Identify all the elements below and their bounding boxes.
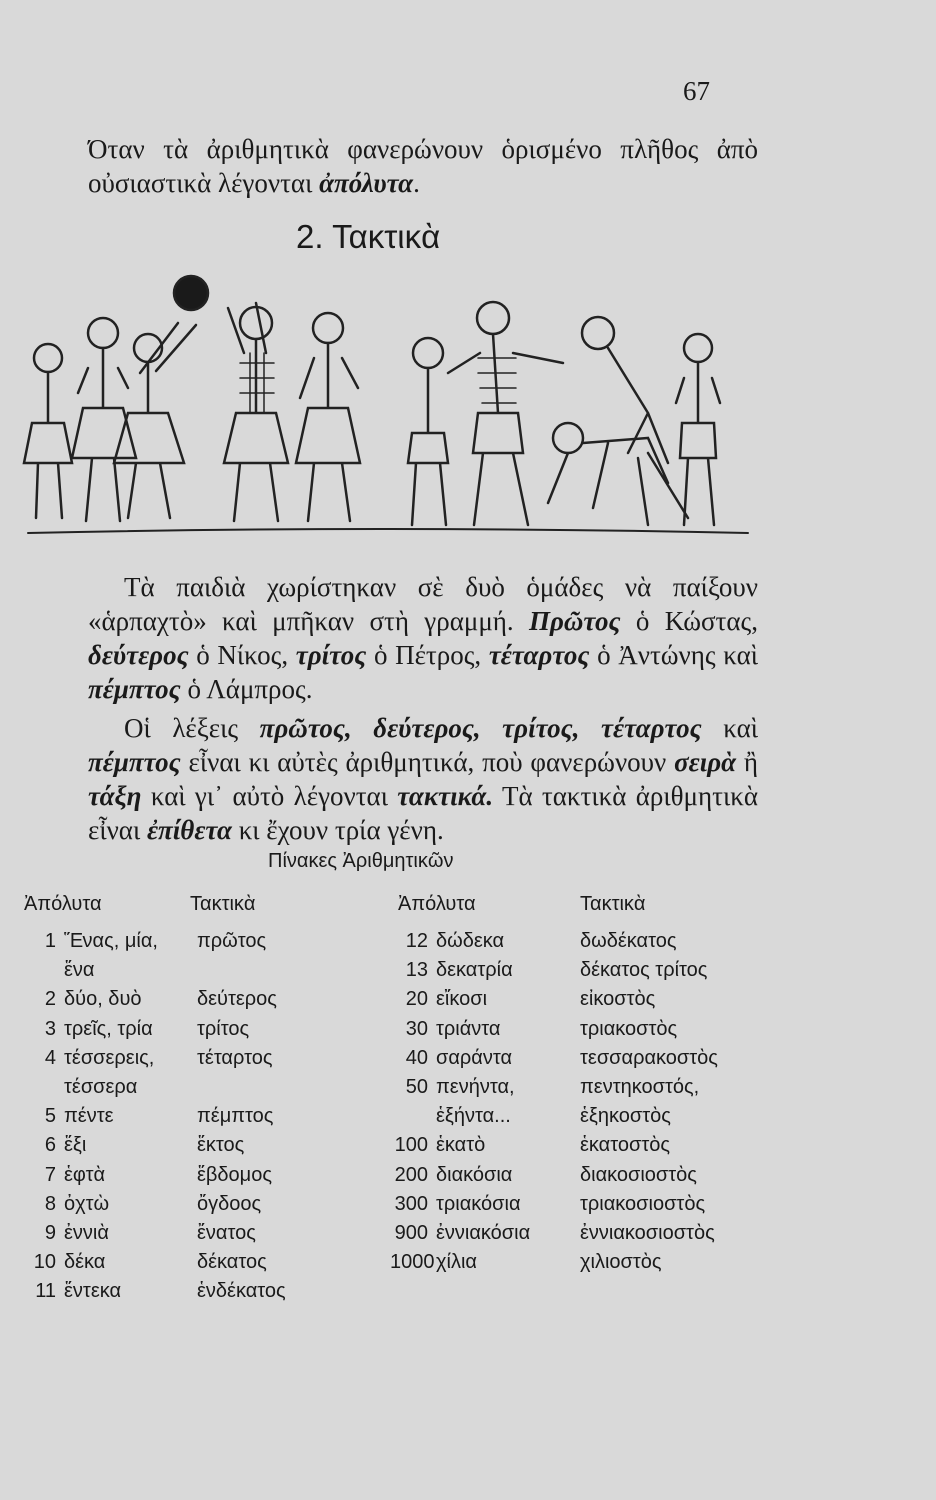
absolute-word: ἑξήντα... <box>436 1105 511 1128</box>
p2-seg: ὁ Ἀντώνης καὶ <box>589 640 758 670</box>
p2-seg: ὁ Πέτρος, <box>366 640 489 670</box>
ordinal-word: πεντηκοστός, <box>580 1075 700 1098</box>
intro-emphasis: ἀπόλυτα <box>319 168 414 198</box>
absolute-word: πέντε <box>64 1105 114 1128</box>
p2-seg: τρίτος <box>295 640 367 670</box>
absolute-word: Ἕνας, μία, <box>64 930 158 952</box>
ordinal-word: ἕκτος <box>197 1134 245 1157</box>
p3-seg: τάξη <box>88 781 142 811</box>
paragraph-ordinals <box>88 711 758 847</box>
numeral-digit: 100 <box>394 1134 428 1157</box>
intro-end: . <box>413 168 420 198</box>
numeral-digit: 8 <box>44 1192 56 1215</box>
p2-seg: πέμπτος <box>88 674 181 704</box>
ordinal-word: ἐννιακοσιοστὸς <box>580 1221 715 1244</box>
absolute-word: τρεῖς, τρία <box>64 1017 153 1040</box>
absolute-word: εἴκοσι <box>436 988 488 1011</box>
p2-seg: Πρῶτος <box>529 606 621 636</box>
absolute-word: δύο, δυὸ <box>64 988 142 1011</box>
numeral-digit: 9 <box>44 1221 56 1244</box>
numeral-digit: 4 <box>44 1046 56 1069</box>
absolute-word: ἐννιακόσια <box>436 1221 531 1244</box>
p3-seg: Τὰ τακτικὰ ἀριθμητικὰ εἶναι <box>88 781 758 845</box>
p2-seg: δεύτερος <box>88 640 189 670</box>
intro-paragraph <box>88 132 758 200</box>
absolute-word: σαράντα <box>436 1046 513 1069</box>
ordinal-word: ἑξηκοστὸς <box>580 1105 671 1128</box>
absolute-word: δέκα <box>64 1251 106 1274</box>
numeral-digit: 2 <box>44 988 56 1011</box>
p2-seg: τέταρτος <box>488 640 590 670</box>
numeral-digit: 1000 <box>390 1251 435 1274</box>
p2-seg: Τὰ παιδιὰ χωρίστηκαν σὲ δυὸ ὁμάδες νὰ παίξουν «ἁρπαχτὸ» καὶ μπῆκαν στὴ γραμμή. <box>88 572 758 636</box>
absolute-word: ἕξι <box>64 1134 87 1157</box>
ordinal-word: διακοσιοστὸς <box>580 1163 697 1186</box>
absolute-word: διακόσια <box>436 1163 513 1186</box>
ordinal-word: τριακοστὸς <box>580 1017 678 1040</box>
p3-seg: καὶ γι᾿ αὐτὸ λέγονται <box>141 781 398 811</box>
header-ordinal-left: Τακτικὰ <box>190 893 256 915</box>
ordinal-word: πρῶτος <box>197 930 267 952</box>
ordinal-word: ἑκατοστὸς <box>580 1134 670 1157</box>
absolute-word: ἑφτὰ <box>64 1163 106 1186</box>
ordinal-word: τέταρτος <box>197 1046 273 1069</box>
ordinal-word: τριακοσιοστὸς <box>580 1192 706 1215</box>
numeral-digit: 3 <box>44 1017 56 1040</box>
numeral-digit: 300 <box>394 1192 428 1215</box>
section-heading: 2. Τακτικὰ <box>296 218 441 255</box>
header-ordinal-right: Τακτικὰ <box>580 893 646 915</box>
ordinal-word: ἑνδέκατος <box>197 1280 286 1303</box>
header-absolute-left: Ἀπόλυτα <box>24 893 102 915</box>
numeral-digit: 10 <box>33 1251 56 1274</box>
absolute-word: τριακόσια <box>436 1192 521 1215</box>
p3-seg: σειρὰ <box>674 747 737 777</box>
tables-title: Πίνακες Ἀριθμητικῶν <box>268 850 454 872</box>
children-playing-illustration <box>8 263 768 563</box>
p2-seg: ὁ Νίκος, <box>188 640 296 670</box>
p3-seg: κι ἔχουν τρία γένη. <box>231 815 444 845</box>
ordinal-word: τεσσαρακοστὸς <box>580 1046 718 1069</box>
numeral-digit: 40 <box>405 1046 428 1069</box>
p3-seg: εἶναι κι αὐτὲς ἀριθμητικά, ποὺ φανερώνουν <box>180 747 675 777</box>
numeral-digit: 1 <box>44 930 56 952</box>
absolute-word: δώδεκα <box>436 930 505 952</box>
ordinal-word: δέκατος τρίτος <box>580 959 708 982</box>
numeral-digit: 7 <box>44 1163 56 1186</box>
ordinal-word: δωδέκατος <box>580 930 677 952</box>
ordinal-word: τρίτος <box>197 1017 250 1040</box>
absolute-word: ἕνα <box>64 959 95 982</box>
absolute-word: πενήντα, <box>436 1075 515 1098</box>
p3-seg: ἐπίθετα <box>146 815 232 845</box>
numeral-digit: 20 <box>405 988 428 1011</box>
numeral-digit: 5 <box>44 1105 56 1128</box>
numeral-digit: 200 <box>394 1163 428 1186</box>
ordinal-word: εἰκοστὸς <box>580 988 656 1011</box>
absolute-word: τριάντα <box>436 1017 501 1040</box>
header-absolute-right: Ἀπόλυτα <box>398 893 476 915</box>
p3-seg: ἢ <box>736 747 758 777</box>
ordinal-word: δεύτερος <box>197 988 277 1011</box>
p3-seg: καὶ <box>701 713 759 743</box>
page-number: 67 <box>683 76 710 106</box>
absolute-word: χίλια <box>436 1251 477 1274</box>
numeral-digit: 900 <box>394 1221 428 1244</box>
absolute-word: ὀχτὼ <box>64 1192 110 1215</box>
p3-seg: πέμπτος <box>88 747 181 777</box>
intro-text: Όταν τὰ ἀριθμητικὰ φανερώνουν ὁρισμένο πλῆθος ἀπὸ οὐσιαστικὰ λέγονται <box>88 134 758 198</box>
p2-seg: ὁ Λάμπρος. <box>180 674 313 704</box>
ordinal-word: δέκατος <box>197 1251 267 1274</box>
absolute-word: ἕντεκα <box>64 1280 122 1303</box>
numeral-digit: 11 <box>35 1280 56 1303</box>
absolute-word: ἐννιὰ <box>64 1221 109 1244</box>
absolute-word: δεκατρία <box>436 959 513 982</box>
numeral-digit: 30 <box>405 1017 428 1040</box>
ordinal-word: χιλιοστὸς <box>580 1251 662 1274</box>
ordinal-word: ὄγδοος <box>197 1192 262 1215</box>
p3-seg: τακτικά. <box>397 781 494 811</box>
absolute-word: τέσσερα <box>64 1075 138 1098</box>
numeral-digit: 13 <box>405 959 428 982</box>
paragraph-children <box>88 570 758 706</box>
numeral-digit: 50 <box>405 1075 428 1098</box>
absolute-word: τέσσερεις, <box>64 1046 155 1069</box>
numeral-digit: 12 <box>405 930 428 952</box>
absolute-word: ἑκατὸ <box>436 1134 486 1157</box>
ordinal-word: πέμπτος <box>197 1105 274 1128</box>
p3-seg: πρῶτος, δεύτερος, τρίτος, τέταρτος <box>259 713 702 743</box>
numeral-digit: 6 <box>44 1134 56 1157</box>
p2-seg: ὁ Κώστας, <box>620 606 758 636</box>
ordinal-word: ἔνατος <box>197 1221 256 1244</box>
ordinal-word: ἕβδομος <box>197 1163 272 1186</box>
p3-seg: Οἱ λέξεις <box>124 713 260 743</box>
